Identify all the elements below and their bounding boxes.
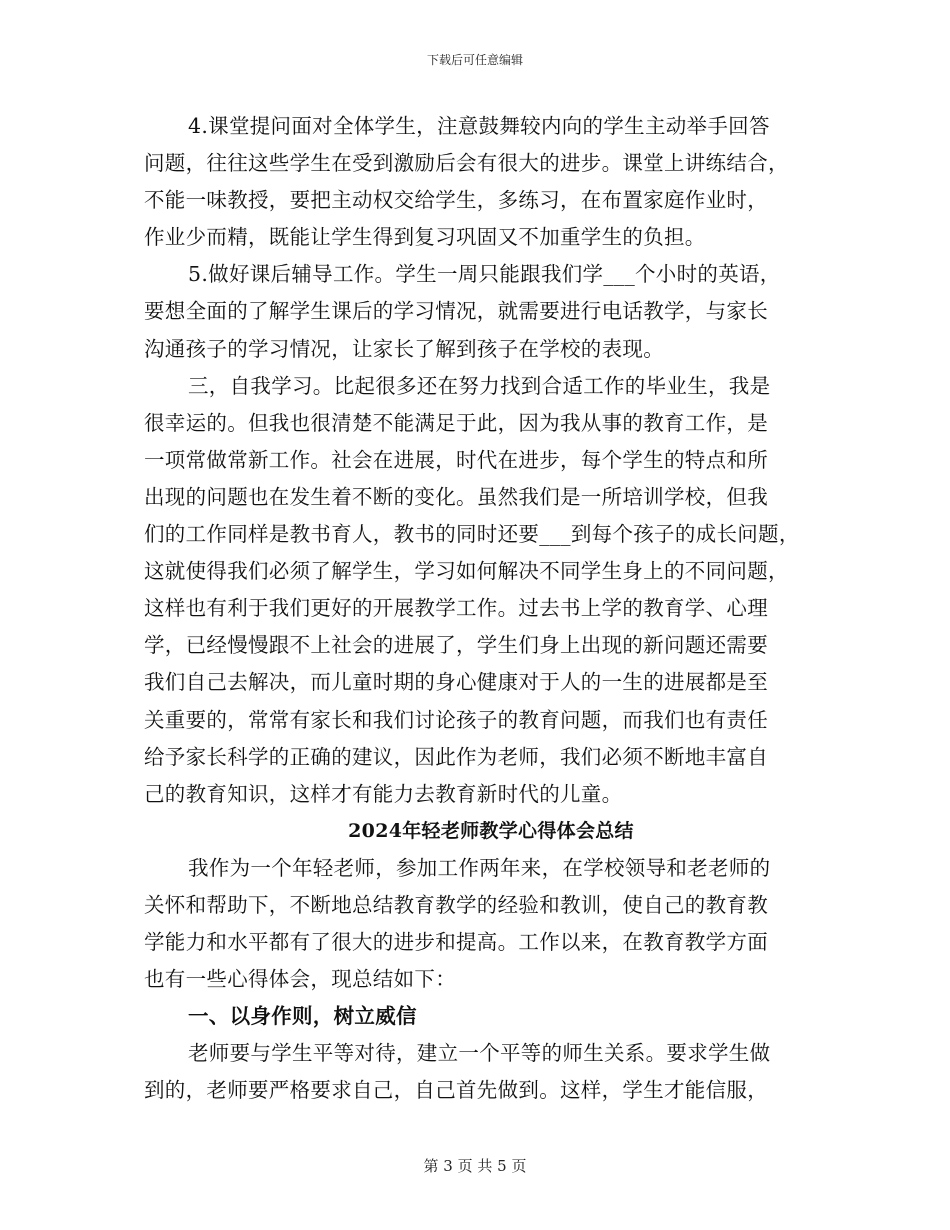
paragraph-line: 不能一味教授，要把主动权交给学生，多练习，在布置家庭作业时， — [144, 188, 768, 213]
document-body — [144, 108, 810, 1110]
paragraph-line: 关重要的，常常有家长和我们讨论孩子的教育问题，而我们也有责任 — [144, 707, 768, 732]
paragraph-line: 一项常做常新工作。社会在进展，时代在进步，每个学生的特点和所 — [144, 447, 768, 472]
paragraph-line: 给予家长科学的正确的建议，因此作为老师，我们必须不断地丰富自 — [144, 744, 768, 769]
paragraph-line: 问题，往往这些学生在受到激励后会有很大的进步。课堂上讲练结合， — [144, 151, 789, 176]
paragraph-line: 沟通孩子的学习情况，让家长了解到孩子在学校的表现。 — [144, 336, 664, 361]
paragraph-line: 作业少而精，既能让学生得到复习巩固又不加重学生的负担。 — [144, 225, 706, 250]
paragraph-line: 我作为一个年轻老师，参加工作两年来，在学校领导和老老师的 — [188, 855, 771, 880]
paragraph-line: 己的教育知识，这样才有能力去教育新时代的儿童。 — [144, 781, 623, 806]
paragraph-line: 要想全面的了解学生课后的学习情况，就需要进行电话教学，与家长 — [144, 299, 768, 324]
paragraph-line: 学，已经慢慢跟不上社会的进展了，学生们身上出现的新问题还需要 — [144, 633, 768, 658]
paragraph-line: 们的工作同样是教书育人，教书的同时还要___到每个孩子的成长问题， — [144, 522, 800, 547]
paragraph-line: 也有一些心得体会，现总结如下： — [144, 967, 456, 992]
paragraph-line: 老师要与学生平等对待，建立一个平等的师生关系。要求学生做 — [188, 1041, 771, 1066]
paragraph-line: 到的，老师要严格要求自己，自己首先做到。这样，学生才能信服， — [144, 1078, 768, 1103]
paragraph-line: 这样也有利于我们更好的开展教学工作。过去书上学的教育学、心理 — [144, 596, 768, 621]
paragraph-line: 学能力和水平都有了很大的进步和提高。工作以来，在教育教学方面 — [144, 930, 768, 955]
section-title: 2024年轻老师教学心得体会总结 — [348, 819, 634, 842]
page-header: 下载后可任意编辑 — [426, 53, 523, 67]
paragraph-line: 三，自我学习。比起很多还在努力找到合适工作的毕业生，我是 — [188, 373, 771, 398]
paragraph-line: 4.课堂提问面对全体学生，注意鼓舞较内向的学生主动举手回答 — [188, 114, 770, 138]
subsection-heading: 一、以身作则，树立威信 — [188, 1004, 417, 1029]
paragraph-line: 出现的问题也在发生着不断的变化。虽然我们是一所培训学校，但我 — [144, 484, 768, 509]
page-footer: 第 3 页 共 5 页 — [423, 1157, 527, 1175]
paragraph-line: 我们自己去解决，而儿童时期的身心健康对于人的一生的进展都是至 — [144, 670, 768, 695]
paragraph-line: 关怀和帮助下，不断地总结教育教学的经验和教训，使自己的教育教 — [144, 892, 768, 917]
paragraph-line: 这就使得我们必须了解学生，学习如何解决不同学生身上的不同问题， — [144, 559, 789, 584]
paragraph-line: 5.做好课后辅导工作。学生一周只能跟我们学___个小时的英语， — [188, 262, 781, 287]
paragraph-line: 很幸运的。但我也很清楚不能满足于此，因为我从事的教育工作，是 — [144, 410, 768, 435]
